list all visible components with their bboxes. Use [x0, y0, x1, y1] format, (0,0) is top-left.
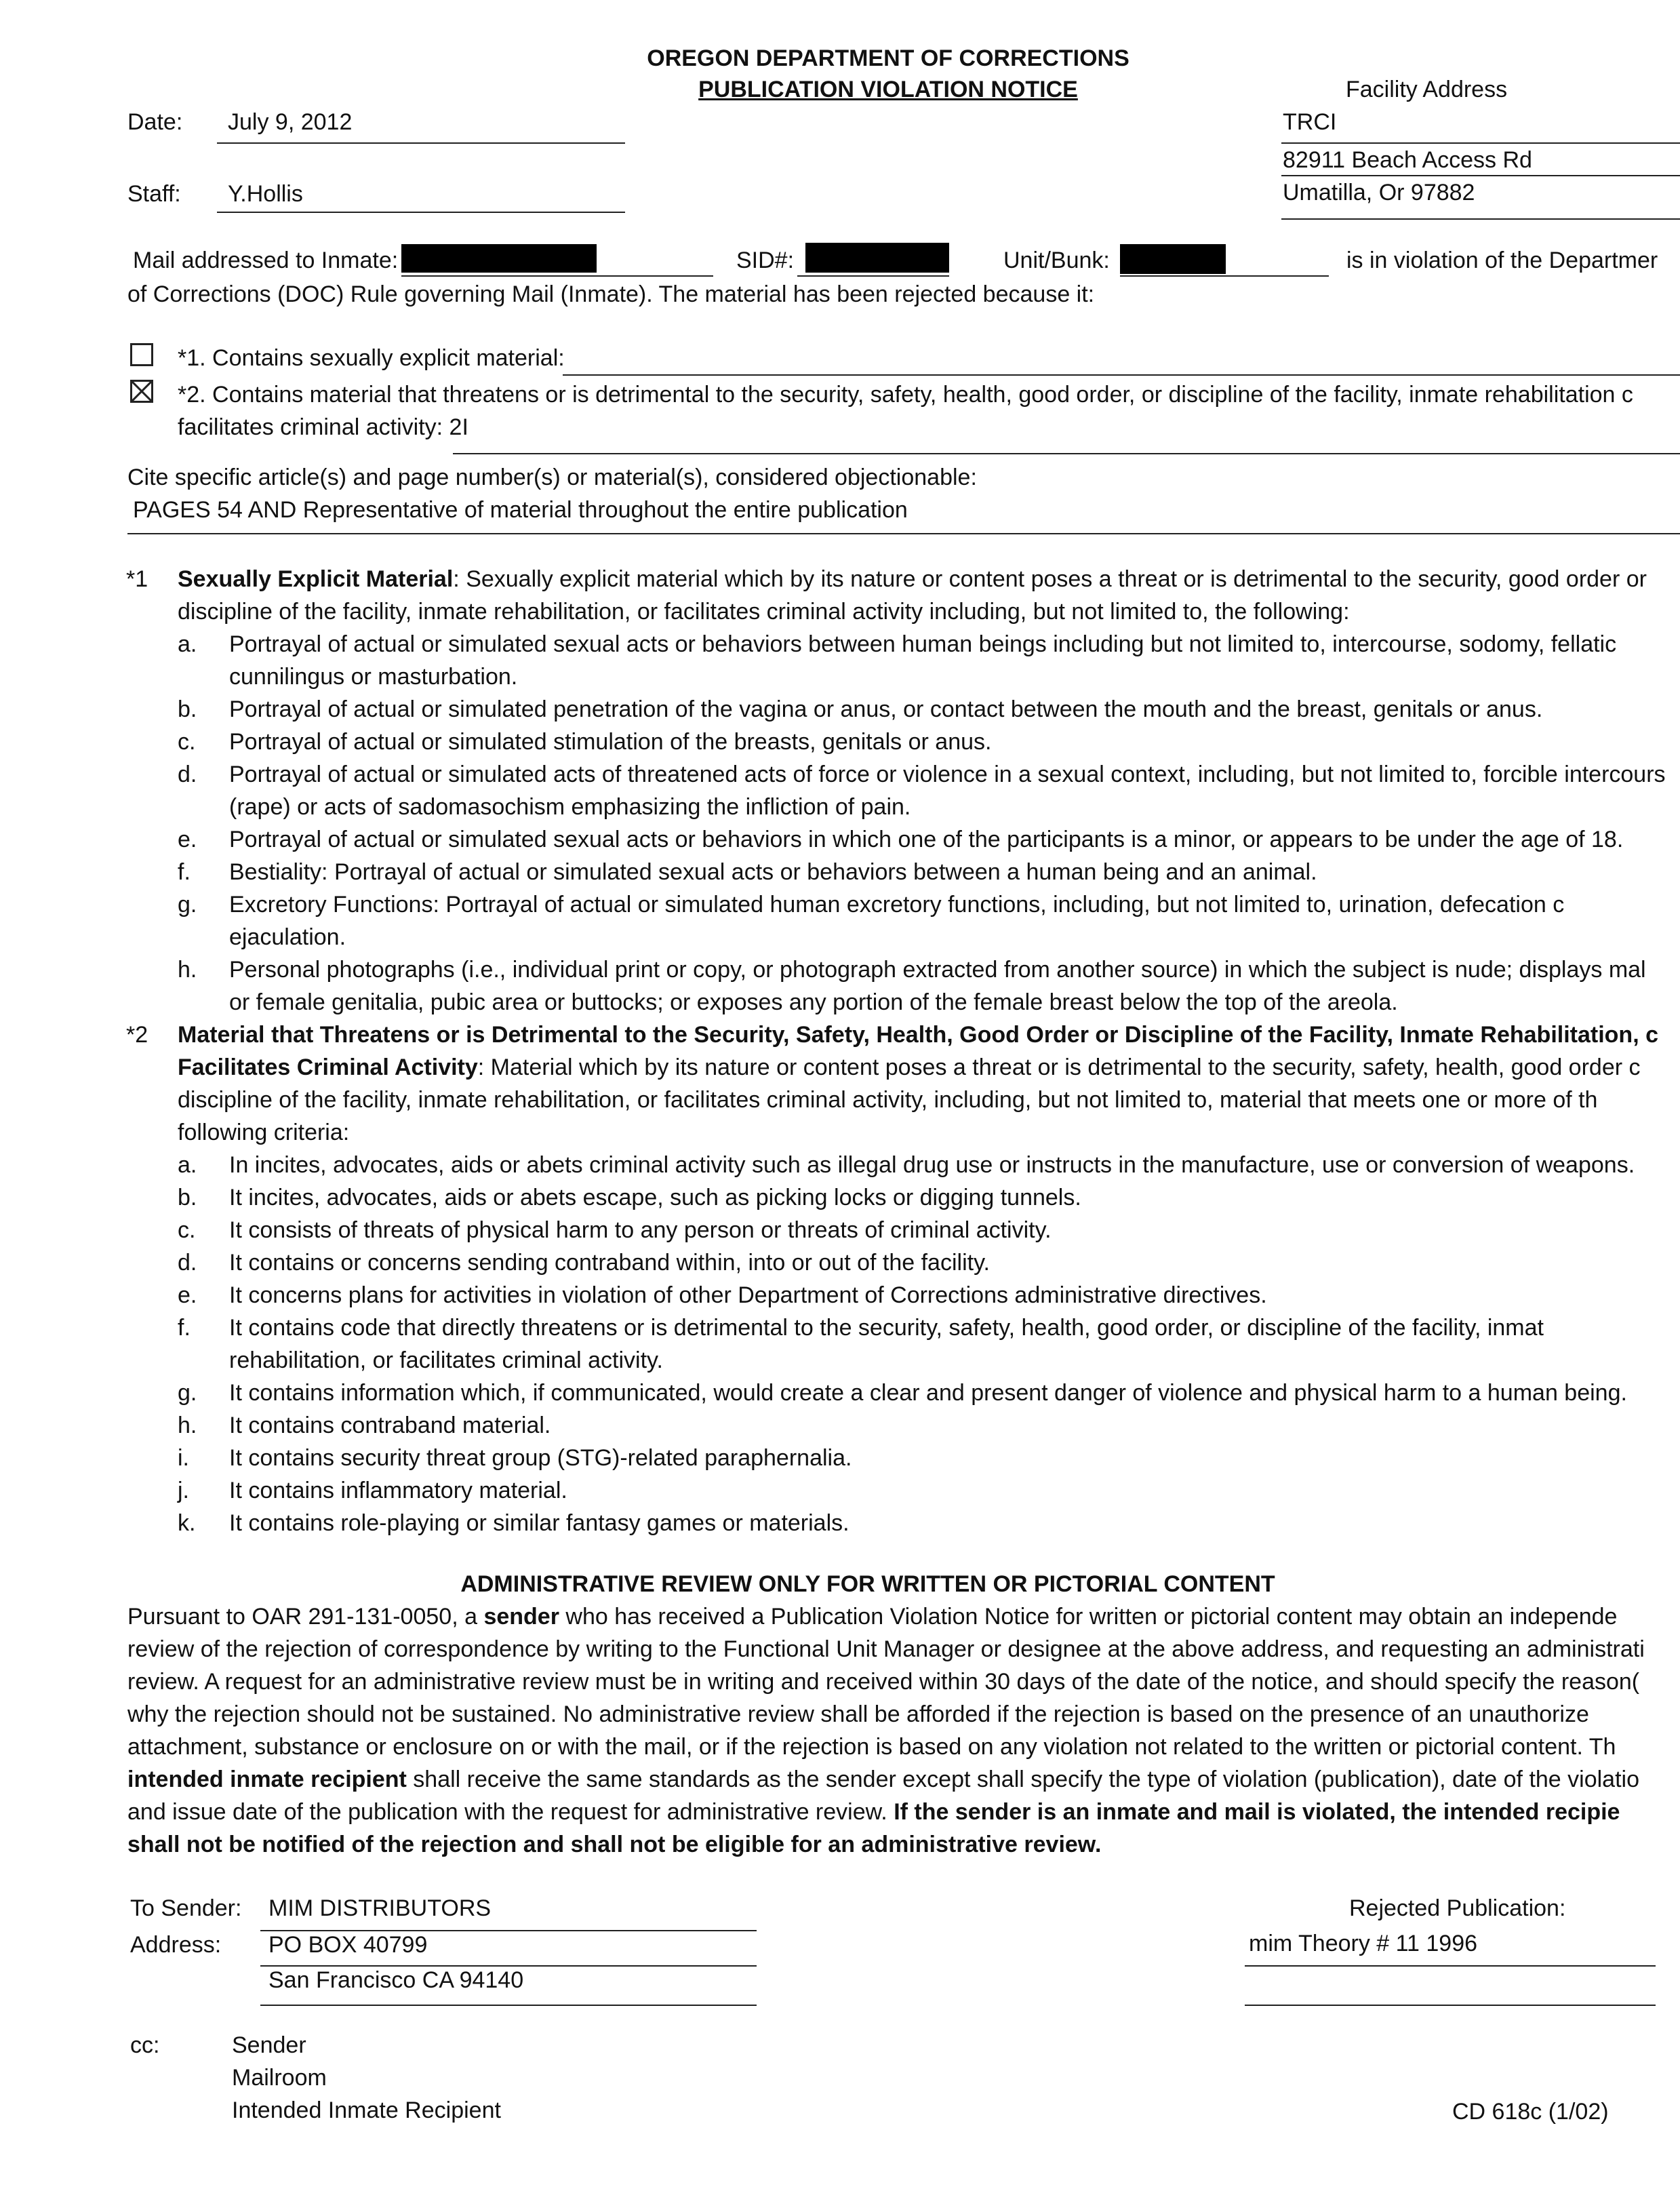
list-item: In incites, advocates, aids or abets criminal activity such as illegal drug use or instructs in the manufacture, use or conversion of weapons. [229, 1152, 1635, 1178]
staff-label: Staff: [127, 181, 181, 207]
list-item: It contains security threat group (STG)-related paraphernalia. [229, 1445, 852, 1471]
section2-heading-line2: Facilitates Criminal Activity [178, 1054, 478, 1080]
cite-label: Cite specific article(s) and page number(s) or material(s), considered objectionable: [127, 465, 977, 490]
list-item: It concerns plans for activities in violation of other Department of Corrections administrative directives. [229, 1282, 1267, 1308]
date-label: Date: [127, 109, 183, 135]
list-marker: h. [178, 1413, 197, 1438]
admin-text: shall receive the same standards as the sender except shall specify the type of violation (publication), date of the violatio [406, 1767, 1639, 1792]
list-marker: k. [178, 1510, 196, 1536]
facility-street: 82911 Beach Access Rd [1283, 147, 1532, 173]
admin-text: Pursuant to OAR 291-131-0050, a [127, 1604, 484, 1630]
address-label: Address: [130, 1932, 222, 1958]
staff-value: Y.Hollis [228, 181, 303, 207]
list-marker: e. [178, 1282, 197, 1308]
admin-review-line7 [127, 1796, 1620, 1828]
list-marker: c. [178, 729, 196, 755]
admin-review-line6 [127, 1763, 1639, 1796]
section1-heading: Sexually Explicit Material [178, 566, 454, 592]
list-item-cont: (rape) or acts of sadomasochism emphasizing the infliction of pain. [229, 794, 911, 820]
list-item: It contains or concerns sending contraband within, into or out of the facility. [229, 1250, 990, 1276]
sender-name: MIM DISTRIBUTORS [268, 1895, 492, 1921]
inmate-name-underline [401, 275, 713, 277]
admin-bold-text: If the sender is an inmate and mail is violated, the intended recipie [894, 1799, 1620, 1825]
cc-item: Sender [232, 2032, 306, 2058]
list-item-cont: cunnilingus or masturbation. [229, 664, 518, 690]
admin-review-line2: review of the rejection of correspondence by writing to the Functional Unit Manager or designee at the above address, and requesting an administrati [127, 1636, 1645, 1662]
admin-review-line4: why the rejection should not be sustained. No administrative review shall be afforded if the rejection is based on the presence of an unauthorize [127, 1701, 1589, 1727]
date-underline [217, 142, 625, 144]
agency-title: OREGON DEPARTMENT OF CORRECTIONS [647, 45, 1129, 71]
list-item: It consists of threats of physical harm to any person or threats of criminal activity. [229, 1217, 1052, 1243]
section1-marker: *1 [126, 566, 148, 592]
form-code: CD 618c (1/02) [1452, 2099, 1609, 2125]
admin-review-line8: shall not be notified of the rejection and shall not be eligible for an administrative review. [127, 1832, 1102, 1857]
list-item: Portrayal of actual or simulated penetration of the vagina or anus, or contact between the mouth and the breast, genitals or anus. [229, 696, 1543, 722]
unit-bunk-underline [1120, 275, 1329, 277]
check2-label: *2. Contains material that threatens or is detrimental to the security, safety, health, good order, or discipline of the facility, inmate rehabilitation c [178, 382, 1633, 408]
list-item: Portrayal of actual or simulated sexual acts or behaviors between human beings including but not limited to, intercourse, sodomy, fellatic [229, 631, 1617, 657]
form-title: PUBLICATION VIOLATION NOTICE [698, 77, 1078, 102]
facility-name: TRCI [1283, 109, 1337, 135]
admin-review-title: ADMINISTRATIVE REVIEW ONLY FOR WRITTEN OR PICTORIAL CONTENT [460, 1571, 1275, 1597]
to-sender-label: To Sender: [130, 1895, 242, 1921]
section2-intro-line4: following criteria: [178, 1120, 350, 1145]
check1-underline [563, 374, 1680, 376]
rejected-publication-underline-2 [1245, 2005, 1656, 2006]
list-item: It contains inflammatory material. [229, 1478, 567, 1503]
list-item: It contains information which, if communicated, would create a clear and present danger of violence and physical harm to a human being. [229, 1380, 1627, 1406]
address-line2: San Francisco CA 94140 [268, 1967, 524, 1993]
admin-review-line3: review. A request for an administrative review must be in writing and received within 30 days of the date of the notice, and should specify the reason( [127, 1669, 1640, 1695]
list-marker: h. [178, 957, 197, 983]
cite-underline [127, 533, 1680, 534]
rejected-publication-value: mim Theory # 11 1996 [1249, 1931, 1478, 1956]
list-marker: a. [178, 1152, 197, 1178]
unit-bunk-label: Unit/Bunk: [1003, 248, 1110, 273]
list-marker: g. [178, 1380, 197, 1406]
date-value: July 9, 2012 [228, 109, 353, 135]
staff-underline [217, 212, 625, 213]
sid-underline [797, 275, 949, 277]
admin-text: who has received a Publication Violation Notice for written or pictorial content may obtain an independe [559, 1604, 1618, 1630]
section1-intro [178, 563, 1647, 595]
section2-intro-line3: discipline of the facility, inmate rehabilitation, or facilitates criminal activity, including, but not limited to, material that meets one or more of th [178, 1087, 1598, 1113]
list-marker: i. [178, 1445, 189, 1471]
section2-marker: *2 [126, 1022, 148, 1048]
redacted-unit-bunk [1120, 244, 1226, 274]
list-item: Portrayal of actual or simulated sexual acts or behaviors in which one of the participants is a minor, or appears to be under the age of 18. [229, 827, 1624, 852]
list-item: Portrayal of actual or simulated acts of threatened acts of force or violence in a sexual context, including, but not limited to, forcible intercours [229, 762, 1666, 787]
list-item: Portrayal of actual or simulated stimulation of the breasts, genitals or anus. [229, 729, 992, 755]
admin-bold-sender: sender [483, 1604, 559, 1630]
check2-underline [453, 453, 1680, 454]
check2-label-line2: facilitates criminal activity: 2I [178, 414, 468, 440]
address-line1: PO BOX 40799 [268, 1932, 428, 1958]
facility-address-label: Facility Address [1346, 77, 1508, 102]
list-marker: d. [178, 1250, 197, 1276]
facility-city: Umatilla, Or 97882 [1283, 180, 1475, 205]
list-marker: f. [178, 859, 191, 885]
list-marker: f. [178, 1315, 191, 1341]
list-marker: d. [178, 762, 197, 787]
section1-intro-line2: discipline of the facility, inmate rehabilitation, or facilitates criminal activity including, but not limited to, the following: [178, 599, 1350, 625]
list-item: It incites, advocates, aids or abets escape, such as picking locks or digging tunnels. [229, 1185, 1081, 1210]
cc-item: Intended Inmate Recipient [232, 2097, 501, 2123]
list-item: It contains code that directly threatens or is detrimental to the security, safety, health, good order, or discipline of the facility, inmat [229, 1315, 1544, 1341]
redacted-inmate-name [401, 244, 597, 273]
admin-text: and issue date of the publication with the request for administrative review. [127, 1799, 894, 1825]
admin-bold-recipient: intended inmate recipient [127, 1767, 407, 1792]
facility-city-underline [1281, 218, 1680, 220]
checkbox-material-threatens[interactable] [130, 380, 153, 403]
section2-intro [178, 1051, 1641, 1084]
check1-label: *1. Contains sexually explicit material: [178, 345, 565, 371]
list-item: Bestiality: Portrayal of actual or simulated sexual acts or behaviors between a human being and an animal. [229, 859, 1317, 885]
violation-text-line2: of Corrections (DOC) Rule governing Mail (Inmate). The material has been rejected because it: [127, 281, 1095, 307]
list-item-cont: ejaculation. [229, 924, 346, 950]
sid-label: SID#: [736, 248, 795, 273]
list-item: It contains role-playing or similar fantasy games or materials. [229, 1510, 849, 1536]
cite-value: PAGES 54 AND Representative of material throughout the entire publication [133, 497, 908, 523]
list-marker: b. [178, 1185, 197, 1210]
rejected-publication-label: Rejected Publication: [1349, 1895, 1566, 1921]
address-line2-underline [260, 2005, 757, 2006]
list-marker: g. [178, 892, 197, 918]
violation-text: is in violation of the Departmer [1346, 248, 1658, 273]
list-marker: c. [178, 1217, 196, 1243]
cc-item: Mailroom [232, 2065, 327, 2091]
section1-intro-rest: : Sexually explicit material which by its nature or content poses a threat or is detrimental to the security, good order or [453, 566, 1647, 592]
list-marker: a. [178, 631, 197, 657]
mail-addressed-label: Mail addressed to Inmate: [133, 248, 399, 273]
section2-heading-line1: Material that Threatens or is Detrimental to the Security, Safety, Health, Good Order or Discipline of the Facility, Inmate Rehabilitation, c [178, 1022, 1659, 1048]
redacted-sid [805, 243, 949, 273]
section2-intro-rest: : Material which by its nature or content poses a threat or is detrimental to the security, safety, health, good order c [477, 1054, 1641, 1080]
list-item-cont: or female genitalia, pubic area or buttocks; or exposes any portion of the female breast below the top of the areola. [229, 989, 1398, 1015]
list-marker: b. [178, 696, 197, 722]
admin-review-line1 [127, 1600, 1617, 1633]
list-item: Excretory Functions: Portrayal of actual or simulated human excretory functions, including, but not limited to, urination, defecation c [229, 892, 1565, 918]
list-item: Personal photographs (i.e., individual print or copy, or photograph extracted from another source) in which the subject is nude; displays mal [229, 957, 1646, 983]
checkbox-sexually-explicit[interactable] [130, 343, 153, 366]
cc-label: cc: [130, 2032, 160, 2058]
list-item-cont: rehabilitation, or facilitates criminal activity. [229, 1347, 663, 1373]
admin-review-line5: attachment, substance or enclosure on or with the mail, or if the rejection is based on any violation not related to the written or pictorial content. Th [127, 1734, 1616, 1760]
list-item: It contains contraband material. [229, 1413, 551, 1438]
list-marker: j. [178, 1478, 189, 1503]
rejected-publication-underline [1245, 1965, 1656, 1967]
list-marker: e. [178, 827, 197, 852]
